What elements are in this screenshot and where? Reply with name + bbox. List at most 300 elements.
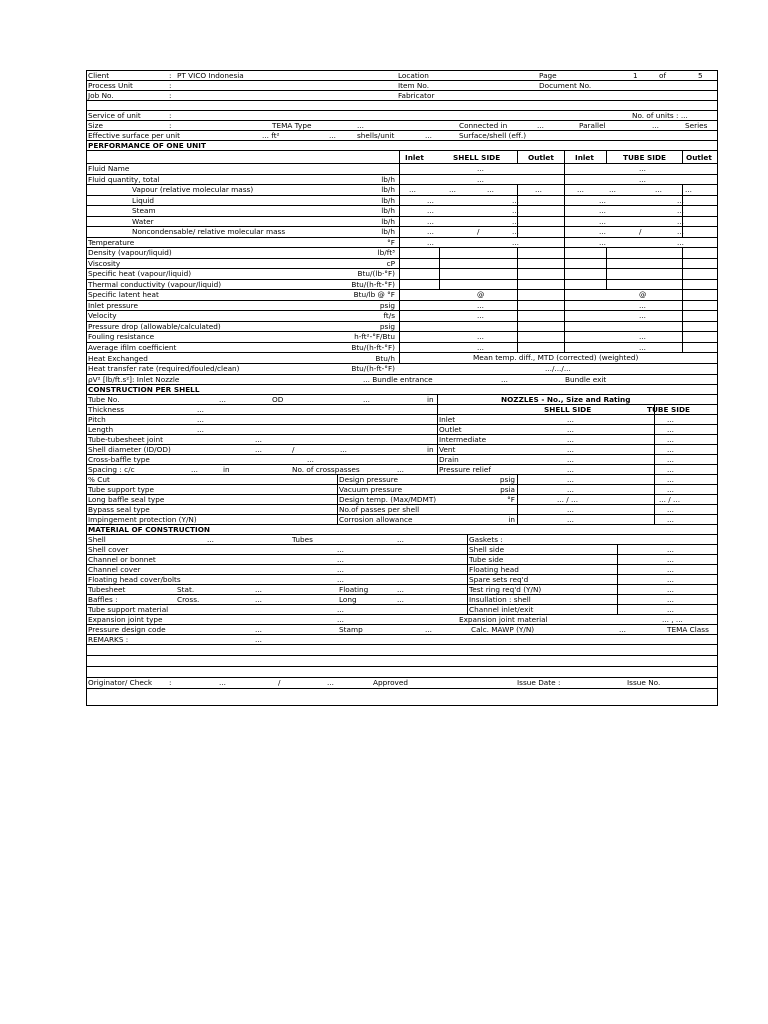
grid-line bbox=[517, 151, 518, 163]
size-label: Size bbox=[88, 121, 103, 130]
construction-title bbox=[87, 385, 717, 395]
material-row bbox=[87, 535, 717, 545]
grid-line bbox=[399, 175, 400, 185]
grid-line bbox=[467, 565, 468, 574]
spacing-label: Spacing : c/c bbox=[88, 465, 135, 474]
dots: ... bbox=[639, 311, 646, 320]
material-right-label: Insullation : shell bbox=[469, 595, 531, 604]
pressure-code-row bbox=[87, 625, 717, 635]
grid-line bbox=[682, 269, 683, 279]
dots: ... bbox=[567, 505, 574, 514]
performance-row bbox=[87, 322, 717, 333]
dots: ... bbox=[667, 565, 674, 574]
in-label: in bbox=[427, 395, 434, 404]
mtd-label: Mean temp. diff., MTD (corrected) (weighted) bbox=[473, 353, 639, 362]
page-label: Page bbox=[539, 71, 557, 80]
construction-row bbox=[87, 455, 717, 465]
dots: ... bbox=[477, 164, 484, 173]
material-label: Channel or bonnet bbox=[88, 555, 156, 564]
grid-line bbox=[564, 332, 565, 342]
performance-row bbox=[87, 238, 717, 249]
dots: ... bbox=[677, 206, 684, 215]
colon: : bbox=[169, 91, 172, 100]
colon: : bbox=[169, 111, 172, 120]
material-row bbox=[87, 585, 717, 595]
dots: ... bbox=[599, 237, 606, 247]
material-label: Baffles : bbox=[88, 595, 118, 604]
dots: ... bbox=[667, 475, 674, 484]
construction-row bbox=[87, 505, 717, 515]
performance-row bbox=[87, 259, 717, 270]
row-unit: °F bbox=[387, 237, 395, 247]
tema-class-label: TEMA Class bbox=[667, 625, 709, 634]
dots: ... bbox=[425, 625, 432, 634]
series: Series bbox=[685, 121, 708, 130]
construction-row bbox=[87, 415, 717, 425]
surface-shell: Surface/shell (eff.) bbox=[459, 131, 527, 140]
nozzle-row-label: Drain bbox=[439, 455, 459, 464]
row-label: Fouling resistance bbox=[88, 332, 155, 341]
row-label: Temperature bbox=[88, 237, 135, 247]
grid-line bbox=[564, 164, 565, 174]
client-row bbox=[87, 71, 717, 81]
dots: ... bbox=[255, 445, 262, 454]
row-label: Water bbox=[132, 216, 154, 226]
dots: ... bbox=[567, 485, 574, 494]
dots: ... bbox=[619, 625, 626, 634]
in-label: in bbox=[427, 445, 434, 454]
row-label: Thermal conductivity (vapour/liquid) bbox=[88, 279, 222, 289]
material-right-label: Gaskets : bbox=[469, 535, 503, 544]
shell-inlet-header: Inlet bbox=[405, 153, 424, 162]
grid-line bbox=[399, 151, 400, 163]
material-mid-label: Tubes bbox=[292, 535, 313, 544]
grid-line bbox=[654, 425, 655, 434]
dots: ... bbox=[477, 332, 484, 341]
dots: ... bbox=[337, 605, 344, 614]
row-label: Inlet pressure bbox=[88, 300, 138, 310]
dual-value: ... / ... bbox=[557, 495, 579, 504]
colon: : bbox=[169, 71, 172, 80]
grid-line bbox=[682, 290, 683, 300]
grid-line bbox=[682, 248, 683, 258]
dots: ... bbox=[397, 535, 404, 544]
remarks-label: REMARKS : bbox=[88, 635, 129, 644]
grid-line bbox=[437, 425, 438, 434]
grid-line bbox=[564, 269, 565, 279]
dots: ... bbox=[219, 678, 226, 687]
grid-line bbox=[564, 248, 565, 258]
dots: ... bbox=[512, 206, 519, 215]
dots: ... bbox=[427, 216, 434, 226]
connected-in: Connected in bbox=[459, 121, 508, 130]
dots: ... bbox=[667, 485, 674, 494]
material-right-label: Test ring req'd (Y/N) bbox=[469, 585, 542, 594]
dots: ... bbox=[677, 237, 684, 247]
material-right-label: Floating head bbox=[469, 565, 519, 574]
grid-line bbox=[467, 585, 468, 594]
grid-line bbox=[564, 259, 565, 269]
grid-line bbox=[564, 280, 565, 290]
material-row bbox=[87, 555, 717, 565]
dots: ... bbox=[667, 545, 674, 554]
row-unit: Btu/(lb·°F) bbox=[357, 269, 395, 278]
construction-row bbox=[87, 425, 717, 435]
heat-transfer-rate-row bbox=[87, 364, 717, 375]
dots: ... bbox=[577, 185, 584, 194]
grid-line bbox=[517, 259, 518, 269]
slash: / bbox=[292, 445, 295, 454]
grid-line bbox=[467, 605, 468, 614]
dots: ... bbox=[427, 195, 434, 205]
dots: ... bbox=[667, 605, 674, 614]
nozzle-row-label: Inlet bbox=[439, 415, 456, 424]
nozzle-row-label: Outlet bbox=[439, 425, 462, 434]
row-unit: h-ft²-°F/Btu bbox=[354, 332, 395, 341]
colon: : bbox=[169, 678, 172, 687]
tube-no-label: Tube No. bbox=[88, 395, 120, 404]
construction-row bbox=[87, 465, 717, 475]
grid-line bbox=[617, 545, 618, 554]
row-unit: lb/h bbox=[381, 195, 395, 205]
grid-line bbox=[654, 465, 655, 474]
grid-line bbox=[654, 475, 655, 484]
grid-line bbox=[654, 515, 655, 524]
material-label: Floating head cover/bolts bbox=[88, 575, 181, 584]
remarks-blank-1 bbox=[87, 645, 717, 656]
row-unit: lb/h bbox=[381, 174, 395, 184]
row-label: Noncondensable/ relative molecular mass bbox=[132, 227, 286, 236]
dots: ... bbox=[599, 227, 606, 236]
performance-row bbox=[87, 227, 717, 238]
dots: ... bbox=[425, 131, 432, 140]
dots: ... bbox=[397, 585, 404, 594]
btu-h: Btu/h bbox=[375, 354, 395, 363]
issue-no-label: Issue No. bbox=[627, 678, 661, 687]
datasheet-form bbox=[86, 70, 718, 706]
grid-line bbox=[399, 343, 400, 353]
row-unit: Btu/lb @ °F bbox=[353, 290, 395, 299]
dots: ... bbox=[427, 206, 434, 215]
performance-row bbox=[87, 332, 717, 343]
location-label: Location bbox=[398, 71, 429, 80]
grid-line bbox=[564, 301, 565, 311]
dots: ... bbox=[567, 435, 574, 444]
process-unit-row bbox=[87, 81, 717, 91]
remarks-row bbox=[87, 635, 717, 645]
performance-row bbox=[87, 343, 717, 354]
design-label: Vacuum pressure bbox=[339, 485, 403, 494]
nozzle-shell-side-header: SHELL SIDE bbox=[544, 405, 592, 414]
grid-line bbox=[606, 151, 607, 163]
job-no-row bbox=[87, 91, 717, 101]
grid-line bbox=[517, 495, 518, 504]
dots: ... bbox=[363, 395, 370, 404]
material-row bbox=[87, 595, 717, 605]
nozzle-row-label: Pressure relief bbox=[439, 465, 491, 474]
client-value: PT VICO Indonesia bbox=[177, 71, 244, 80]
row-label: Vapour (relative molecular mass) bbox=[132, 185, 254, 194]
grid-line bbox=[564, 238, 565, 248]
grid-line bbox=[564, 311, 565, 321]
grid-line bbox=[606, 248, 607, 258]
no-units: No. of units : ... bbox=[632, 111, 688, 120]
long-baffle-seal-label: Long baffle seal type bbox=[88, 495, 165, 504]
dots: ... bbox=[535, 185, 542, 194]
tube-inlet-header: Inlet bbox=[575, 153, 594, 162]
grid-line bbox=[654, 445, 655, 454]
performance-title-text: PERFORMANCE OF ONE UNIT bbox=[88, 141, 206, 150]
of-label: of bbox=[659, 71, 667, 80]
grid-line bbox=[399, 353, 400, 363]
dots: ... bbox=[667, 595, 674, 604]
row-label: Specific latent heat bbox=[88, 290, 159, 299]
performance-columns-header bbox=[87, 151, 717, 164]
nozzle-row-label: Vent bbox=[439, 445, 456, 454]
od-label: OD bbox=[272, 395, 284, 404]
grid-line bbox=[439, 259, 440, 269]
dots: ... bbox=[255, 585, 262, 594]
ft2: ... ft² bbox=[262, 131, 280, 140]
row-unit: ft/s bbox=[383, 311, 395, 320]
performance-row bbox=[87, 175, 717, 186]
row-label: Velocity bbox=[88, 311, 117, 320]
tube-support-label: Tube support type bbox=[88, 485, 155, 494]
dots: ... bbox=[677, 216, 684, 226]
dots: ... bbox=[512, 216, 519, 226]
dots: ... bbox=[477, 311, 484, 320]
material-row bbox=[87, 605, 717, 615]
grid-line bbox=[437, 405, 438, 414]
grid-line bbox=[564, 151, 565, 163]
grid-line bbox=[517, 475, 518, 484]
tema-type: TEMA Type bbox=[272, 121, 312, 130]
material-right-label: Shell side bbox=[469, 545, 505, 554]
crosspasses-label: No. of crosspasses bbox=[292, 465, 360, 474]
grid-line bbox=[399, 238, 400, 248]
dots: ... bbox=[477, 342, 484, 352]
performance-row bbox=[87, 301, 717, 312]
dots: ... bbox=[340, 445, 347, 454]
grid-line bbox=[617, 565, 618, 574]
tts-joint-label: Tube-tubesheet joint bbox=[88, 435, 163, 444]
nozzles-header: NOZZLES - No., Size and Rating bbox=[501, 395, 631, 404]
dots: ... bbox=[487, 185, 494, 194]
material-right-label: Spare sets req'd bbox=[469, 575, 529, 584]
grid-line bbox=[517, 301, 518, 311]
dots: ... bbox=[337, 575, 344, 584]
rhov2-label: ρV² [lb/ft.s²]: Inlet Nozzle bbox=[88, 374, 180, 384]
tube-side-header: TUBE SIDE bbox=[623, 153, 667, 162]
in-label: in bbox=[223, 465, 230, 474]
tube-no-row bbox=[87, 395, 717, 405]
design-unit: psig bbox=[499, 475, 515, 484]
tube-outlet-header: Outlet bbox=[686, 153, 712, 162]
material-label: Tube support material bbox=[88, 605, 169, 614]
grid-line bbox=[399, 206, 400, 216]
dots: ... bbox=[567, 415, 574, 424]
spacer-row bbox=[87, 101, 717, 111]
material-right-label: Channel inlet/exit bbox=[469, 605, 534, 614]
dots: ... bbox=[599, 216, 606, 226]
grid-line bbox=[606, 269, 607, 279]
dots: ... bbox=[567, 475, 574, 484]
dots: ... bbox=[639, 342, 646, 352]
material-label: Channel cover bbox=[88, 565, 141, 574]
grid-line bbox=[564, 175, 565, 185]
dots: ... bbox=[677, 227, 684, 236]
fabricator-label: Fabricator bbox=[398, 91, 435, 100]
job-no-label: Job No. bbox=[88, 91, 114, 100]
grid-line bbox=[517, 322, 518, 332]
dots: ... bbox=[409, 185, 416, 194]
grid-line bbox=[654, 455, 655, 464]
nozzle-tube-side-header: TUBE SIDE bbox=[647, 405, 691, 414]
process-unit-label: Process Unit bbox=[88, 81, 133, 90]
grid-line bbox=[399, 332, 400, 342]
row-unit: lb/h bbox=[381, 206, 395, 215]
heat-exchanged-row bbox=[87, 353, 717, 364]
performance-row bbox=[87, 164, 717, 175]
grid-line bbox=[399, 269, 400, 279]
construction-row bbox=[87, 475, 717, 485]
dots: ... bbox=[667, 425, 674, 434]
construction-row bbox=[87, 495, 717, 505]
dots: ... bbox=[329, 131, 336, 140]
eff-surface-row bbox=[87, 131, 717, 141]
at: @ bbox=[477, 290, 485, 299]
grid-line bbox=[437, 395, 438, 404]
dots: ... bbox=[337, 545, 344, 554]
grid-line bbox=[682, 151, 683, 163]
material-title-text: MATERIAL OF CONSTRUCTION bbox=[88, 525, 211, 534]
shell-diameter-label: Shell diameter (ID/OD) bbox=[88, 445, 171, 454]
performance-row bbox=[87, 217, 717, 228]
dots: ... bbox=[685, 185, 692, 194]
dots: ... bbox=[397, 465, 404, 474]
dots: ... bbox=[255, 625, 262, 634]
htr-unit: Btu/(h-ft-°F) bbox=[351, 364, 395, 373]
row-label: Liquid bbox=[132, 195, 155, 205]
service-row bbox=[87, 111, 717, 121]
design-label: Design pressure bbox=[339, 475, 399, 484]
dots: ... bbox=[639, 164, 646, 173]
remarks-blank-2 bbox=[87, 656, 717, 667]
grid-line bbox=[682, 301, 683, 311]
grid-line bbox=[337, 475, 338, 484]
dots: ... bbox=[667, 455, 674, 464]
material-label: Shell cover bbox=[88, 545, 129, 554]
grid-line bbox=[654, 505, 655, 514]
row-label: Specific heat (vapour/liquid) bbox=[88, 269, 192, 278]
performance-row bbox=[87, 311, 717, 322]
grid-line bbox=[654, 485, 655, 494]
grid-line bbox=[337, 495, 338, 504]
row-unit: lb/ft³ bbox=[377, 248, 395, 257]
grid-line bbox=[399, 196, 400, 206]
dots: ... bbox=[512, 237, 519, 247]
row-unit: psig bbox=[379, 321, 395, 331]
grid-line bbox=[517, 185, 518, 195]
grid-line bbox=[399, 185, 400, 195]
issue-date-label: Issue Date : bbox=[517, 678, 561, 687]
grid-line bbox=[437, 455, 438, 464]
grid-line bbox=[337, 515, 338, 524]
design-label: Corrosion allowance bbox=[339, 515, 413, 524]
dots: ... bbox=[537, 121, 544, 130]
material-right-label: Tube side bbox=[469, 555, 504, 564]
grid-line bbox=[654, 495, 655, 504]
dots: ... bbox=[667, 515, 674, 524]
grid-line bbox=[467, 555, 468, 564]
grid-line bbox=[439, 280, 440, 290]
grid-line bbox=[517, 290, 518, 300]
grid-line bbox=[439, 248, 440, 258]
expansion-joint-label: Expansion joint type bbox=[88, 615, 163, 624]
shell-side-header: SHELL SIDE bbox=[453, 153, 501, 162]
material-mid-label: Long bbox=[339, 595, 357, 604]
expansion-material-label: Expansion joint material bbox=[459, 615, 548, 624]
performance-row bbox=[87, 185, 717, 196]
pressure-code-label: Pressure design code bbox=[88, 625, 166, 634]
row-unit: Btu/(h-ft-°F) bbox=[351, 279, 395, 289]
material-sub-label: Cross. bbox=[177, 595, 200, 604]
grid-line bbox=[654, 415, 655, 424]
size-row bbox=[87, 121, 717, 131]
grid-line bbox=[564, 343, 565, 353]
remarks-blank-3 bbox=[87, 667, 717, 678]
grid-line bbox=[467, 595, 468, 604]
row-unit: lb/h bbox=[381, 216, 395, 226]
material-row bbox=[87, 575, 717, 585]
grid-line bbox=[564, 196, 565, 206]
performance-row bbox=[87, 290, 717, 301]
service-label: Service of unit bbox=[88, 111, 141, 120]
pitch-label: Pitch bbox=[88, 415, 106, 424]
grid-line bbox=[467, 535, 468, 544]
performance-title bbox=[87, 141, 717, 151]
dots: ... bbox=[667, 435, 674, 444]
material-row bbox=[87, 545, 717, 555]
row-unit: lb/h bbox=[381, 227, 395, 236]
grid-line bbox=[564, 322, 565, 332]
grid-line bbox=[617, 605, 618, 614]
design-unit: °F bbox=[507, 495, 515, 504]
construction-row bbox=[87, 485, 717, 495]
grid-line bbox=[517, 311, 518, 321]
impingement-label: Impingement protection (Y/N) bbox=[88, 515, 197, 524]
at: @ bbox=[639, 290, 647, 299]
dots: ... bbox=[567, 445, 574, 454]
dots: ... bbox=[639, 332, 646, 341]
rhov2-row bbox=[87, 375, 717, 386]
dots: ... bbox=[667, 585, 674, 594]
page-total: 5 bbox=[698, 71, 703, 80]
material-sub-label: Stat. bbox=[177, 585, 195, 594]
grid-line bbox=[517, 515, 518, 524]
row-label: Pressure drop (allowable/calculated) bbox=[88, 321, 221, 331]
bundle-entrance: ... Bundle entrance bbox=[363, 374, 433, 384]
dots: ... bbox=[427, 227, 434, 236]
footer-row bbox=[87, 678, 717, 689]
slash: / bbox=[278, 678, 281, 687]
dots: ... bbox=[255, 635, 262, 644]
dots: ... bbox=[677, 195, 684, 205]
dots: ... bbox=[655, 185, 662, 194]
grid-line bbox=[517, 332, 518, 342]
grid-line bbox=[517, 280, 518, 290]
grid-line bbox=[617, 555, 618, 564]
